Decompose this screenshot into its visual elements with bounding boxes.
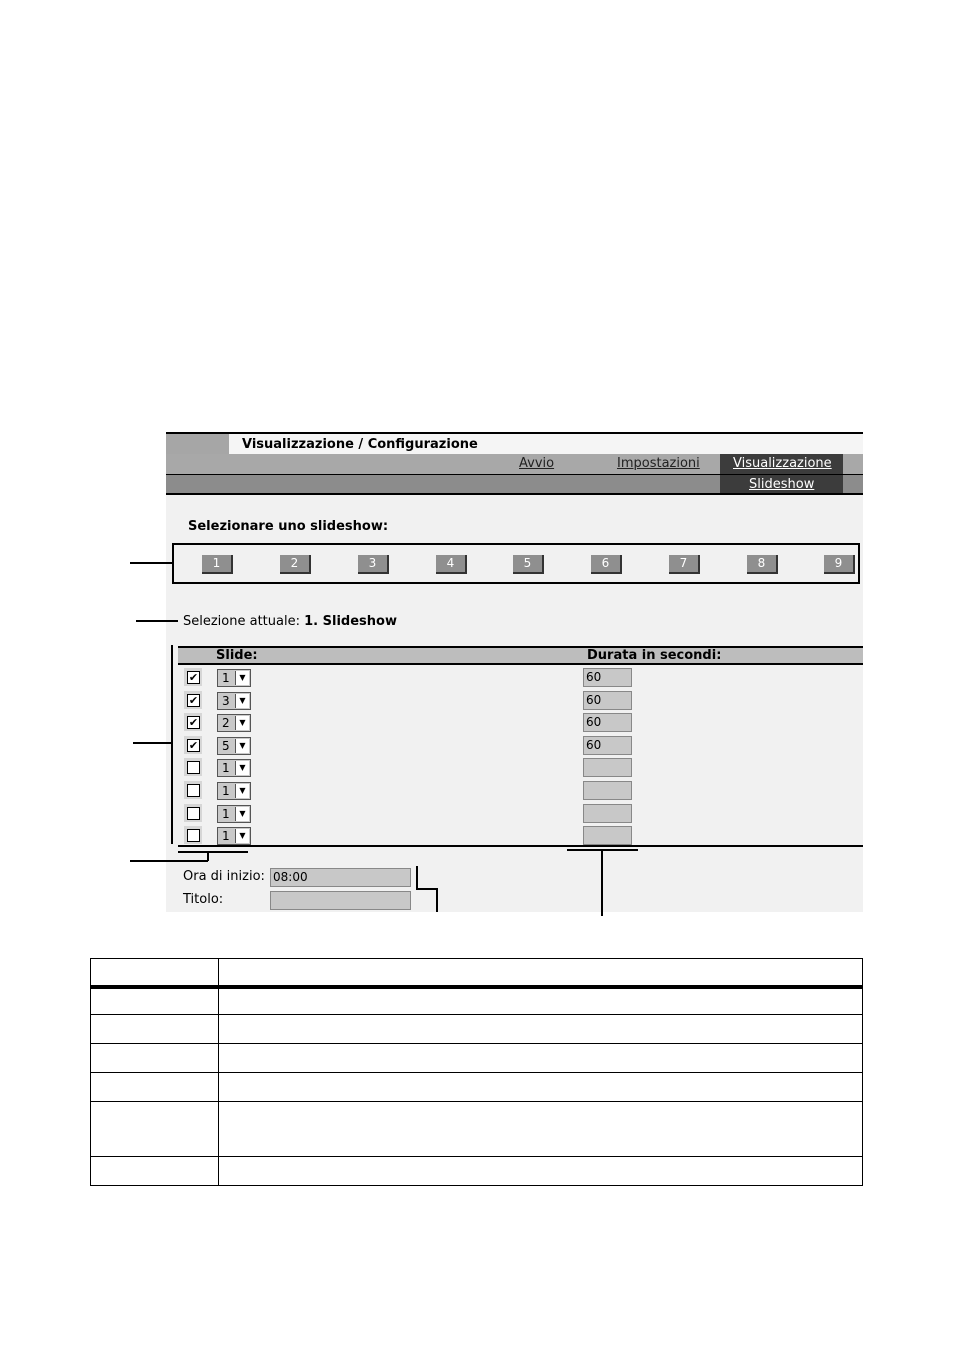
slide-select-value: 1 bbox=[222, 806, 230, 821]
start-time-input[interactable]: 08:00 bbox=[270, 868, 411, 887]
slide-select-value: 5 bbox=[222, 738, 230, 753]
checkbox-box bbox=[187, 716, 200, 729]
table-bottom-rule bbox=[178, 845, 863, 847]
slide-checkbox[interactable] bbox=[184, 668, 202, 686]
configuration-panel bbox=[166, 432, 863, 912]
slideshow-button-4[interactable]: 4 bbox=[436, 555, 467, 574]
table-cell bbox=[219, 959, 863, 987]
table-cell bbox=[219, 1015, 863, 1044]
table-header bbox=[178, 648, 863, 665]
slide-checkbox[interactable] bbox=[184, 804, 202, 822]
slide-checkbox[interactable] bbox=[184, 758, 202, 776]
duration-input[interactable]: 60 bbox=[583, 736, 632, 755]
start-time-label: Ora di inizio: bbox=[183, 869, 265, 884]
slide-checkbox[interactable] bbox=[184, 713, 202, 731]
nav-link-impostazioni[interactable]: Impostazioni bbox=[617, 456, 700, 471]
checkbox-box bbox=[187, 671, 200, 684]
duration-input[interactable] bbox=[583, 758, 632, 777]
slide-select-value: 3 bbox=[222, 693, 230, 708]
table-row bbox=[178, 803, 863, 825]
nav-link-avvio[interactable]: Avvio bbox=[519, 456, 555, 471]
table-row bbox=[91, 987, 863, 1015]
table-cell bbox=[91, 959, 219, 987]
table-cell bbox=[91, 1102, 219, 1157]
nav-link-visualizzazione[interactable]: Visualizzazione bbox=[733, 456, 832, 471]
table-cell bbox=[91, 1015, 219, 1044]
callout-bracket-checkbox bbox=[178, 851, 248, 853]
slide-select[interactable] bbox=[217, 692, 251, 710]
table-cell bbox=[91, 1157, 219, 1186]
nav-tab-visualizzazione[interactable] bbox=[720, 454, 843, 474]
table-cell bbox=[91, 1044, 219, 1073]
checkbox-box bbox=[187, 829, 200, 842]
slideshow-button-2[interactable]: 2 bbox=[280, 555, 311, 574]
column-header-slide: Slide: bbox=[216, 648, 258, 663]
checkbox-box bbox=[187, 694, 200, 707]
checkmark-icon: ✔ bbox=[188, 671, 199, 684]
table-row bbox=[91, 1015, 863, 1044]
slide-select-value: 1 bbox=[222, 829, 230, 844]
slide-select-value: 1 bbox=[222, 671, 230, 685]
table-row bbox=[178, 757, 863, 779]
slide-select-value: 1 bbox=[222, 761, 230, 776]
slide-select[interactable] bbox=[217, 827, 251, 845]
table-row bbox=[178, 735, 863, 757]
slideshow-button-group bbox=[172, 543, 860, 584]
slide-checkbox[interactable] bbox=[184, 781, 202, 799]
table-row bbox=[91, 1102, 863, 1157]
slide-select[interactable] bbox=[217, 669, 251, 687]
chevron-down-icon: ▼ bbox=[235, 784, 249, 798]
slide-checkbox[interactable] bbox=[184, 826, 202, 844]
slideshow-button-1[interactable]: 1 bbox=[202, 555, 233, 574]
duration-input[interactable]: 60 bbox=[583, 668, 632, 687]
duration-input[interactable] bbox=[583, 804, 632, 823]
slide-select[interactable] bbox=[217, 737, 251, 755]
slideshow-button-8[interactable]: 8 bbox=[747, 555, 778, 574]
callout-bracket-form bbox=[416, 866, 418, 890]
table-row bbox=[178, 712, 863, 734]
checkbox-box bbox=[187, 784, 200, 797]
slide-select[interactable] bbox=[217, 759, 251, 777]
callout-bracket-table bbox=[171, 645, 173, 844]
table-cell bbox=[91, 1073, 219, 1102]
slide-select[interactable] bbox=[217, 714, 251, 732]
duration-input[interactable] bbox=[583, 781, 632, 800]
table-cell bbox=[219, 987, 863, 1015]
slide-checkbox[interactable] bbox=[184, 691, 202, 709]
chevron-down-icon: ▼ bbox=[235, 671, 249, 685]
column-header-duration: Durata in secondi: bbox=[587, 648, 722, 663]
slideshow-button-3[interactable]: 3 bbox=[358, 555, 389, 574]
callout-line-form bbox=[436, 888, 438, 912]
title-bar-block bbox=[166, 434, 229, 454]
title-label: Titolo: bbox=[183, 892, 224, 907]
slideshow-button-5[interactable]: 5 bbox=[513, 555, 544, 574]
table-row bbox=[91, 1044, 863, 1073]
callout-line-buttons bbox=[130, 562, 172, 564]
title-bar bbox=[166, 434, 863, 454]
checkmark-icon: ✔ bbox=[188, 738, 199, 752]
table-row bbox=[91, 1073, 863, 1102]
duration-input[interactable] bbox=[583, 826, 632, 845]
slide-select-value: 1 bbox=[222, 784, 230, 798]
nav-tab-slideshow[interactable] bbox=[720, 475, 843, 493]
table-cell bbox=[91, 987, 219, 1015]
table-cell bbox=[219, 1157, 863, 1186]
callout-line-duration bbox=[601, 849, 603, 916]
slide-select-value: 2 bbox=[222, 716, 230, 731]
legend-table bbox=[90, 958, 863, 1186]
table-row bbox=[91, 1157, 863, 1186]
current-selection-value: 1. Slideshow bbox=[304, 614, 397, 629]
table-row bbox=[91, 959, 863, 987]
nav-link-slideshow[interactable]: Slideshow bbox=[749, 477, 815, 492]
primary-nav bbox=[166, 454, 863, 475]
chevron-down-icon: ▼ bbox=[235, 694, 249, 708]
title-input[interactable] bbox=[270, 891, 411, 910]
duration-input[interactable]: 60 bbox=[583, 713, 632, 732]
chevron-down-icon: ▼ bbox=[235, 761, 249, 775]
table-row bbox=[178, 825, 863, 847]
chevron-down-icon: ▼ bbox=[235, 739, 249, 753]
slides-table bbox=[178, 646, 863, 847]
slide-select[interactable] bbox=[217, 782, 251, 800]
current-selection-label: Selezione attuale: bbox=[183, 614, 300, 629]
chevron-down-icon: ▼ bbox=[235, 807, 249, 821]
slideshow-button-9[interactable]: 9 bbox=[824, 555, 855, 574]
secondary-nav bbox=[166, 475, 863, 495]
table-cell bbox=[219, 1073, 863, 1102]
callout-bracket-form-h bbox=[416, 888, 437, 890]
callout-line-table bbox=[133, 742, 172, 744]
table-row bbox=[178, 780, 863, 802]
slide-checkbox[interactable] bbox=[184, 736, 202, 754]
slideshow-button-6[interactable]: 6 bbox=[591, 555, 622, 574]
table-cell bbox=[219, 1044, 863, 1073]
table-row bbox=[178, 690, 863, 712]
checkmark-icon: ✔ bbox=[188, 716, 199, 730]
page-title: Visualizzazione / Configurazione bbox=[242, 437, 478, 452]
current-selection bbox=[183, 614, 397, 629]
duration-input[interactable]: 60 bbox=[583, 691, 632, 710]
checkbox-box bbox=[187, 761, 200, 774]
checkbox-box bbox=[187, 739, 200, 752]
table-cell bbox=[219, 1102, 863, 1157]
slideshow-button-7[interactable]: 7 bbox=[669, 555, 700, 574]
checkmark-icon: ✔ bbox=[188, 693, 199, 707]
slide-select[interactable] bbox=[217, 805, 251, 823]
callout-line-selection bbox=[136, 620, 178, 622]
callout-line-checkbox bbox=[130, 860, 208, 862]
slideshow-select-label: Selezionare uno slideshow: bbox=[188, 519, 389, 534]
chevron-down-icon: ▼ bbox=[235, 829, 249, 843]
table-row bbox=[178, 667, 863, 689]
checkbox-box bbox=[187, 807, 200, 820]
chevron-down-icon: ▼ bbox=[235, 716, 249, 730]
